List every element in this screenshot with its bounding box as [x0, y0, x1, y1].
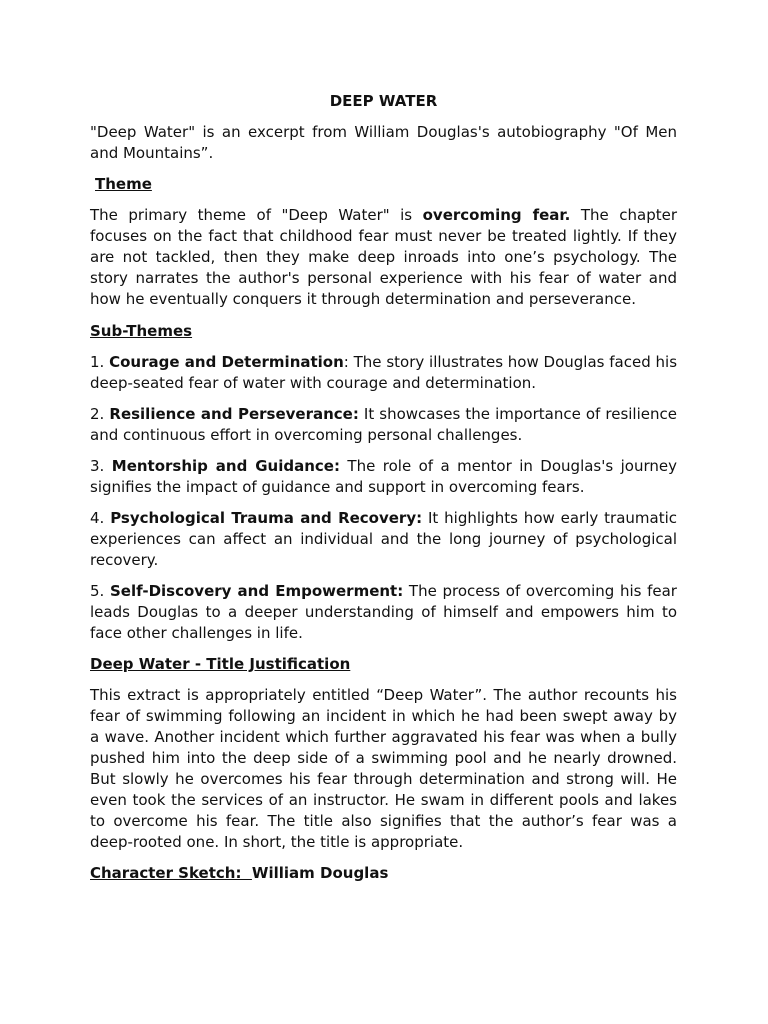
- document-body: [90, 91, 677, 884]
- subtheme-number: 1.: [90, 353, 110, 371]
- theme-text-after: The chapter focuses on the fact that childhood fear must never be treated lightly. If they are not tackled, then they make deep inroads into one’s psychology. The story narrates the author's personal experience with his fear of water and how he eventually conquers it through determination and perseverance.: [90, 206, 677, 308]
- theme-text-before: The primary theme of "Deep Water" is: [90, 206, 423, 224]
- subtheme-text: The process of overcoming his fear leads Douglas to a deeper understanding of himself and empowers him to face other challenges in life.: [90, 582, 677, 642]
- subtheme-item: [90, 456, 677, 498]
- character-sketch-heading: [90, 863, 677, 884]
- subtheme-title: Psychological Trauma and Recovery:: [110, 509, 423, 527]
- subthemes-heading: Sub-Themes: [90, 322, 193, 340]
- subtheme-number: 4.: [90, 509, 111, 527]
- theme-heading: Theme: [95, 175, 152, 193]
- title-justification-heading: Deep Water - Title Justification: [90, 655, 351, 673]
- subtheme-item: [90, 404, 677, 446]
- subtheme-title: Mentorship and Guidance:: [111, 457, 340, 475]
- title-justification-paragraph: This extract is appropriately entitled “Deep Water”. The author recounts his fear of swimming following an incident in which he had been swept away by a wave. Another incident which further aggravated his fear was when a bully pushed him into the deep side of a swimming pool and he nearly drowned. But slowly he overcomes his fear through determination and strong will. He even took the services of an instructor. He swam in different pools and lakes to overcome his fear. The title also signifies that the author’s fear was a deep-rooted one. In short, the title is appropriate.: [90, 686, 677, 851]
- subtheme-title: Courage and Determination: [109, 353, 344, 371]
- subtheme-text: It showcases the importance of resilience and continuous effort in overcoming personal challenges.: [90, 405, 677, 444]
- subtheme-item: [90, 581, 677, 644]
- theme-paragraph: [90, 205, 677, 310]
- subtheme-text: The role of a mentor in Douglas's journey signifies the impact of guidance and support in overcoming fears.: [90, 457, 677, 496]
- page-title: DEEP WATER: [329, 92, 438, 110]
- subtheme-text: It highlights how early traumatic experiences can affect an individual and the long journey of psychological recovery.: [90, 509, 677, 569]
- theme-bold-phrase: overcoming fear.: [422, 206, 571, 224]
- character-sketch-name: William Douglas: [251, 864, 389, 882]
- subtheme-item: [90, 352, 677, 394]
- subtheme-text: : The story illustrates how Douglas faced his deep-seated fear of water with courage and determination.: [90, 353, 678, 392]
- subtheme-item: [90, 508, 677, 571]
- subtheme-number: 3.: [90, 457, 112, 475]
- subtheme-title: Resilience and Perseverance:: [109, 405, 359, 423]
- subtheme-number: 5.: [90, 582, 110, 600]
- intro-paragraph: "Deep Water" is an excerpt from William Douglas's autobiography "Of Men and Mountains”.: [90, 123, 677, 162]
- character-sketch-label: Character Sketch:: [90, 864, 252, 882]
- subtheme-number: 2.: [90, 405, 110, 423]
- subtheme-title: Self-Discovery and Empowerment:: [109, 582, 404, 600]
